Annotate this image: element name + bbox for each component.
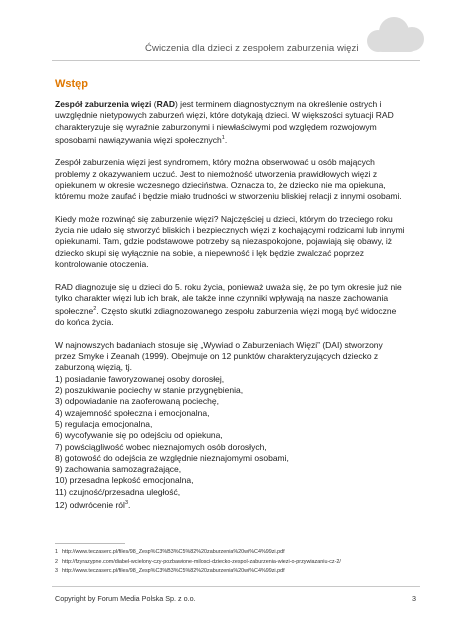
list-item-last	[55, 498, 405, 511]
footnote-divider	[55, 543, 125, 544]
footnote-link[interactable]: http://fzyrazypne.com/diabel-wcielony-czy-pozbawione-milosci-dziecko-zespol-zaburzenia-wiezi-o-przywiazaniu-cz-2/	[62, 558, 341, 565]
list-item: 11) czujność/przesadna uległość,	[55, 486, 181, 497]
paragraph-1-text: ) jest terminem diagnostycznym na określenie ostrych i uwzględnie nietypowych zaburzeń więzi, które dotykają dzieci. W większości sytuacji RAD charakteryzuje się wyraźnie zaburzonymi i niewłaściwymi pod względem rozwojowym sposobami nawiązywania więzi społecznych	[55, 99, 394, 145]
footnote-number: 2	[55, 558, 58, 565]
footnote-ref-3: 3	[124, 500, 128, 507]
acronym-bold: RAD	[156, 99, 175, 109]
body-text	[55, 99, 405, 511]
paragraph-1	[55, 99, 405, 146]
list-item: 1) posiadanie faworyzowanej osoby dorosłej,	[55, 373, 225, 384]
list-item: 2) poszukiwanie pociechy w stanie przygnębienia,	[55, 385, 244, 396]
list-item: 4) wzajemność społeczna i emocjonalna,	[55, 407, 210, 418]
footnote-ref-2: 2	[93, 306, 97, 313]
footer-copyright: Copyright by Forum Media Polska Sp. z o.o.	[55, 594, 196, 603]
list-item: 3) odpowiadanie na zaoferowaną pociechę,	[55, 396, 219, 407]
paragraph-4-text-a: RAD diagnozuje się u dzieci do 5. roku życia, ponieważ uważa się, że po tym okresie już nie tylko charakter więzi lub ich brak, ale także inne czynniki wpływają na nasze zachowania społeczne	[55, 281, 402, 316]
list-item: 10) przesadna lepkość emocjonalna,	[55, 475, 194, 486]
footnote	[55, 548, 420, 558]
paragraph-3: Kiedy może rozwinąć się zaburzenie więzi? Najczęściej u dzieci, którym do trzeciego roku życia nie udało się stworzyć bliskich i bezpiecznych więzi z kochającymi rodzicami lub innymi opiekunami. Tam, gdzie podstawowe potrzeby są niezaspokojone, pojawiają się obawy, iż dziecko skupi się wyłącznie na sobie, a niepewność i lęk będzie zwalczać poprzez kontrolowanie otoczenia.	[55, 213, 405, 269]
header-title: Ćwiczenia dla dzieci z zespołem zaburzenia więzi	[145, 43, 359, 54]
footnotes	[55, 548, 420, 577]
footnote	[55, 567, 420, 577]
list-item-last-text: 12) odwrócenie ról	[55, 499, 125, 510]
list-item: 9) zachowania samozagrażające,	[55, 464, 182, 475]
paragraph-4-text-b: . Często skutki zdiagnozowanego zespołu zaburzenia więzi mogą być widoczne do końca życia.	[55, 306, 397, 328]
paragraph-5: W najnowszych badaniach stosuje się „Wywiad o Zaburzeniach Więzi” (DAI) stworzony przez Smyke i Zeanah (1999). Obejmuje on 12 punktów charakteryzujących dziecko z zaburzoną więzią, tj.	[55, 339, 383, 373]
cloud-icon	[358, 14, 430, 54]
paragraph-2: Zespół zaburzenia więzi jest syndromem, który można obserwować u osób mających problemy z okazywaniem uczuć. Jest to niemożność utworzenia prawidłowych więzi z opiekunem w okresie wczesnego dzieciństwa. Oznacza to, że dziecko nie ma opiekuna, któremu może zaufać i będzie miało trudności w stworzeniu bliskiej relacji z innymi osobami.	[55, 157, 402, 202]
footnote-number: 3	[55, 568, 58, 575]
paragraph-1-end: .	[224, 134, 228, 145]
list-item-last-end: .	[128, 499, 131, 510]
header-divider	[52, 60, 420, 61]
footnote-link[interactable]: http://www.teczaserc.pl/files/98_Zesp%C3%B3%C5%82%20zaburzenia%20wi%C4%99zi.pdf	[62, 568, 285, 575]
footnote-ref-1: 1	[221, 134, 225, 141]
footnote-link[interactable]: http://www.teczaserc.pl/files/98_Zesp%C3%B3%C5%82%20zaburzenia%20wi%C4%99zi.pdf	[62, 549, 285, 555]
list-item: 5) regulacja emocjonalna,	[55, 418, 153, 429]
footnote	[55, 558, 420, 568]
paren-open: (	[151, 99, 157, 109]
page-number: 3	[412, 594, 416, 603]
footnote-number: 1	[55, 549, 58, 555]
list-item: 7) powściągliwość wobec nieznajomych osób dorosłych,	[55, 441, 267, 452]
dai-criteria-list	[55, 374, 405, 511]
list-item: 8) gotowość do odejścia ze względnie nieznajomymi osobami,	[55, 452, 289, 463]
paragraph-4	[55, 282, 405, 329]
list-item: 6) wycofywanie się po odejściu od opiekuna,	[55, 430, 223, 441]
footer-divider	[52, 586, 420, 587]
section-heading: Wstęp	[55, 78, 88, 90]
term-bold: Zespół zaburzenia więzi	[55, 99, 152, 109]
